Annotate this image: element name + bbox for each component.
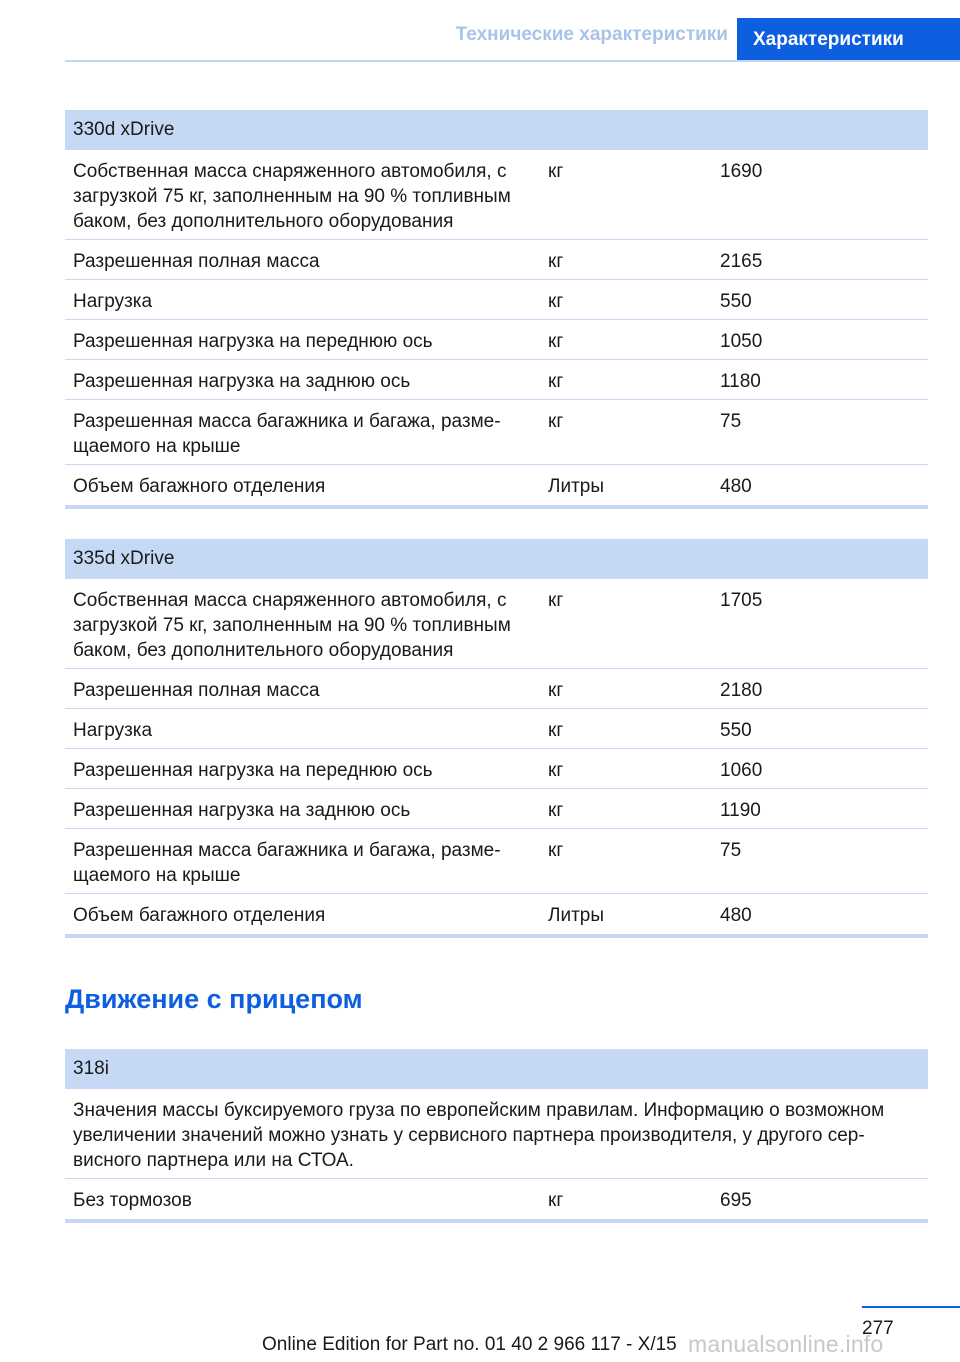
header-section-title: Технические характеристики [455, 24, 728, 45]
table-title: 330d xDrive [65, 110, 928, 150]
row-label: Разрешенная нагрузка на переднюю ось [73, 760, 433, 781]
page-number: 277 [862, 1318, 894, 1339]
row-note: Значения массы буксируемого груза по европейским правилам. Информацию о возможном увеличении значений можно узнать у сервисного партнера производителя, у другого сервисного партнера или на СТОА. [73, 1100, 885, 1171]
row-unit: кг [548, 1190, 564, 1211]
row-unit: кг [548, 840, 564, 861]
row-unit: кг [548, 331, 564, 352]
spec-table-330d [65, 110, 928, 509]
spec-table-335d [65, 539, 928, 938]
table-row [65, 150, 928, 240]
table-row [65, 894, 928, 934]
row-value: 550 [720, 720, 752, 741]
table-row [65, 829, 928, 894]
row-label: Собственная масса снаряженного автомобиля, с загрузкой 75 кг, заполненным на 90 % топливным баком, без дополнительного оборудования [73, 590, 511, 661]
header-chapter-tab: Характеристики [737, 18, 960, 60]
row-unit: кг [548, 161, 564, 182]
row-value: 1705 [720, 590, 763, 611]
row-unit: кг [548, 800, 564, 821]
row-value: 75 [720, 840, 742, 861]
row-unit: Литры [548, 476, 605, 497]
row-value: 1180 [720, 371, 761, 392]
table-row [65, 465, 928, 505]
row-label: Разрешенная масса багажника и багажа, размещаемого на крыше [73, 840, 501, 886]
table-row [65, 360, 928, 400]
table-row [65, 669, 928, 709]
row-label: Разрешенная нагрузка на переднюю ось [73, 331, 433, 352]
table-title: 335d xDrive [65, 539, 928, 579]
row-unit: кг [548, 291, 564, 312]
row-label: Разрешенная полная масса [73, 251, 320, 272]
row-label: Разрешенная нагрузка на заднюю ось [73, 800, 411, 821]
table-row [65, 749, 928, 789]
table-row [65, 320, 928, 360]
table-row [65, 789, 928, 829]
row-value: 480 [720, 905, 752, 926]
row-unit: кг [548, 251, 564, 272]
row-unit: Литры [548, 905, 605, 926]
row-value: 695 [720, 1190, 752, 1211]
row-label: Объем багажного отделения [73, 905, 326, 926]
row-value: 480 [720, 476, 752, 497]
row-label: Разрешенная полная масса [73, 680, 320, 701]
row-value: 1050 [720, 331, 763, 352]
row-label: Объем багажного отделения [73, 476, 326, 497]
row-unit: кг [548, 760, 564, 781]
row-value: 1690 [720, 161, 763, 182]
table-row [65, 240, 928, 280]
row-value: 1190 [720, 800, 761, 821]
page-header [0, 0, 960, 64]
row-label: Собственная масса снаряженного автомобиля, с загрузкой 75 кг, заполненным на 90 % топливным баком, без дополнительного оборудования [73, 161, 511, 232]
row-unit: кг [548, 720, 564, 741]
row-unit: кг [548, 680, 564, 701]
row-unit: кг [548, 411, 564, 432]
table-row [65, 1179, 928, 1219]
row-unit: кг [548, 371, 564, 392]
table-row [65, 280, 928, 320]
table-row [65, 579, 928, 669]
row-value: 550 [720, 291, 752, 312]
page-number-divider [862, 1306, 960, 1308]
row-label: Разрешенная нагрузка на заднюю ось [73, 371, 411, 392]
row-value: 75 [720, 411, 742, 432]
row-value: 2180 [720, 680, 763, 701]
row-value: 1060 [720, 760, 763, 781]
table-row-note [65, 1089, 928, 1179]
watermark: manualsonline.info [688, 1331, 884, 1357]
row-value: 2165 [720, 251, 763, 272]
row-label: Без тормозов [73, 1190, 192, 1211]
row-label: Нагрузка [73, 291, 153, 312]
row-label: Разрешенная масса багажника и багажа, размещаемого на крыше [73, 411, 501, 457]
header-divider [65, 60, 960, 62]
row-label: Нагрузка [73, 720, 153, 741]
table-title: 318i [65, 1049, 928, 1089]
row-unit: кг [548, 590, 564, 611]
edition-footer: Online Edition for Part no. 01 40 2 966 117 - X/15 [262, 1334, 677, 1355]
section-heading-towing: Движение с прицепом [65, 984, 363, 1014]
table-row [65, 709, 928, 749]
spec-table-towing-318i [65, 1049, 928, 1223]
table-row [65, 400, 928, 465]
